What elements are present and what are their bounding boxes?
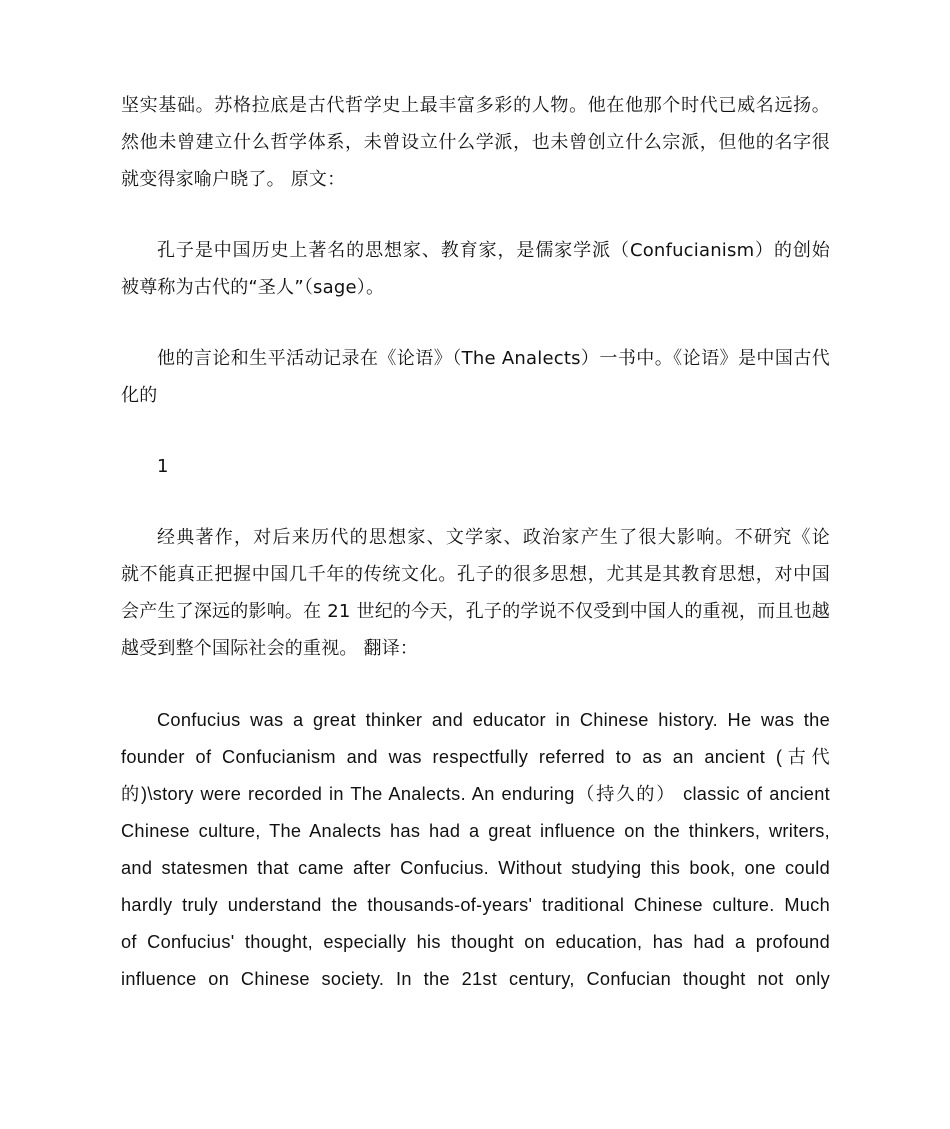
paragraph-4-line-3: 会产生了深远的影响。在 21 世纪的今天，孔子的学说不仅受到中国人的重视，而且也越 (121, 601, 830, 622)
paragraph-1-line-1: 坚实基础。苏格拉底是古代哲学史上最丰富多彩的人物。他在他那个时代已威名远扬。 (121, 95, 830, 116)
translation-line-6: hardly truly understand the thousands-of-years' traditional Chinese culture. Much (121, 895, 830, 915)
paragraph-3-line-2: 化的 (121, 385, 158, 406)
paragraph-4-line-2: 就不能真正把握中国几千年的传统文化。孔子的很多思想，尤其是其教育思想，对中国 (121, 564, 830, 585)
translation-line-3: 的)\story were recorded in The Analects. An enduring（持久的） classic of ancient (121, 784, 830, 804)
paragraph-2-line-1: 孔子是中国历史上著名的思想家、教育家，是儒家学派（Confucianism）的创始 (157, 240, 830, 261)
paragraph-3-line-1: 他的言论和生平活动记录在《论语》（The Analects）一书中。《论语》是中国古代 (157, 348, 830, 369)
paragraph-1-line-3: 就变得家喻户晓了。 原文： (121, 169, 346, 190)
page-number: 1 (157, 456, 169, 477)
translation-line-5: and statesmen that came after Confucius. Without studying this book, one could (121, 858, 830, 878)
translation-line-1: Confucius was a great thinker and educator in Chinese history. He was the (157, 710, 830, 730)
translation-line-8: influence on Chinese society. In the 21st century, Confucian thought not only (121, 969, 830, 989)
paragraph-4-line-1: 经典著作，对后来历代的思想家、文学家、政治家产生了很大影响。不研究《论 (157, 527, 830, 548)
translation-line-7: of Confucius' thought, especially his thought on education, has had a profound (121, 932, 830, 952)
translation-line-4: Chinese culture, The Analects has had a great influence on the thinkers, writers, (121, 821, 830, 841)
paragraph-2-line-2: 被尊称为古代的“圣人”（sage）。 (121, 277, 385, 298)
translation-line-2: founder of Confucianism and was respectfully referred to as an ancient (古代 (121, 747, 830, 767)
paragraph-4-line-4: 越受到整个国际社会的重视。 翻译： (121, 638, 419, 659)
paragraph-1-line-2: 然他未曾建立什么哲学体系，未曾设立什么学派，也未曾创立什么宗派，但他的名字很 (121, 132, 830, 153)
